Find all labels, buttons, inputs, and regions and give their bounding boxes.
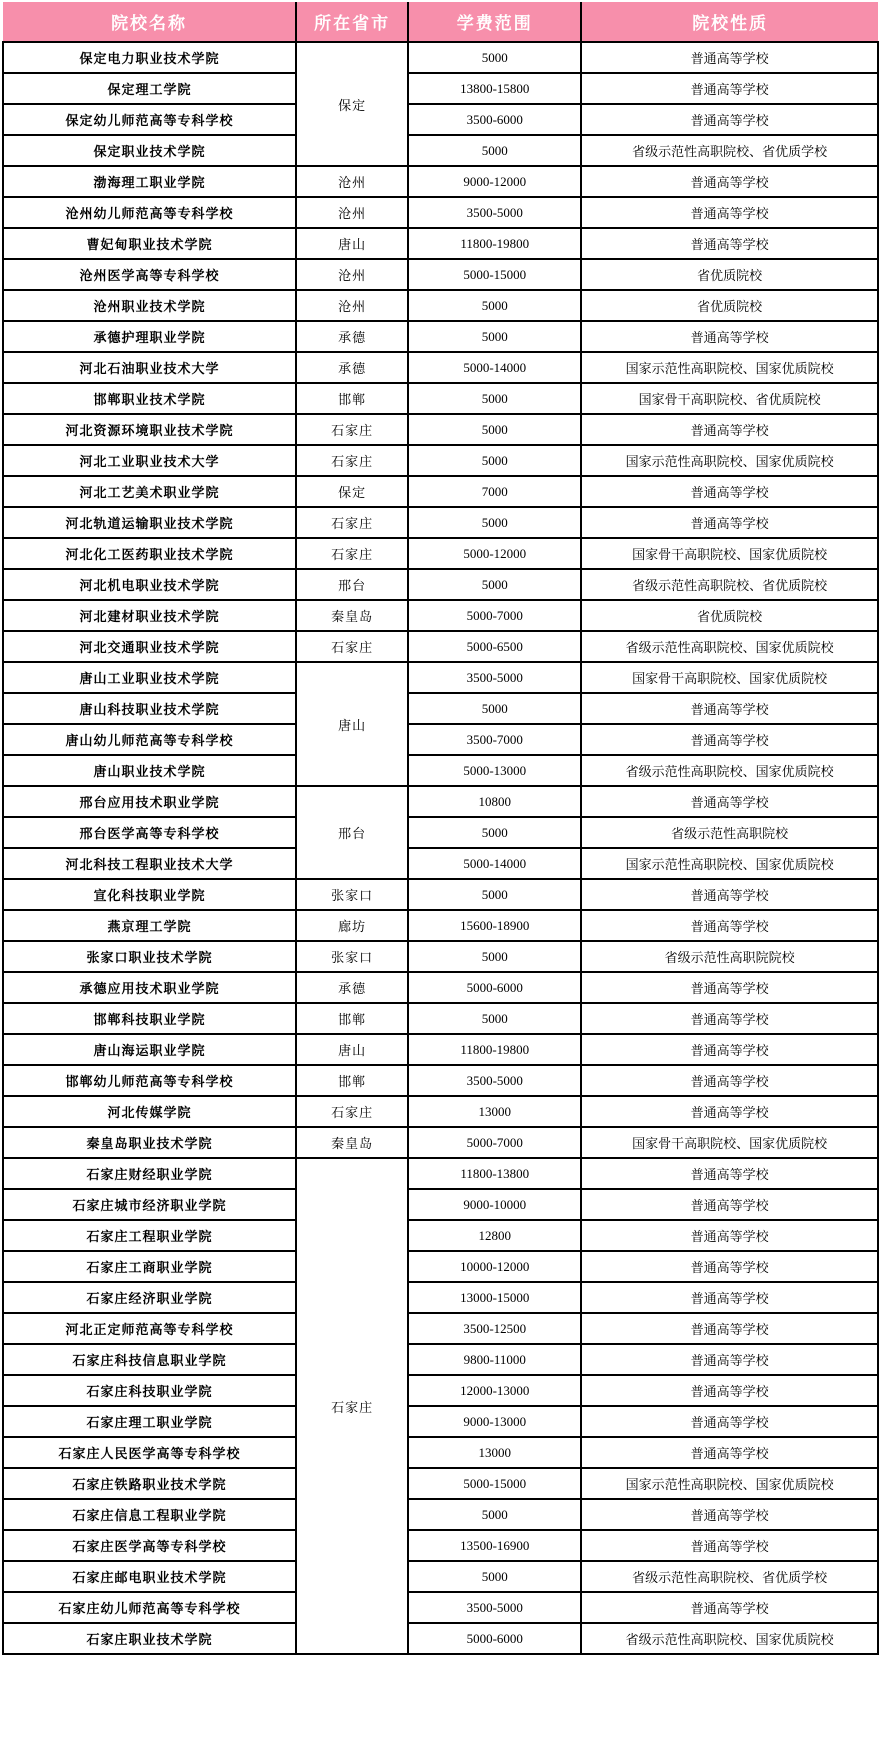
fee-range-cell: 12000-13000 — [408, 1375, 581, 1406]
fee-range-cell: 11800-13800 — [408, 1158, 581, 1189]
fee-range-cell: 9800-11000 — [408, 1344, 581, 1375]
table-row — [3, 197, 878, 228]
nature-cell: 普通高等学校 — [581, 414, 878, 445]
table-row — [3, 476, 878, 507]
fee-range-cell: 5000-14000 — [408, 352, 581, 383]
fee-range-cell: 5000-14000 — [408, 848, 581, 879]
fee-range-cell: 3500-5000 — [408, 197, 581, 228]
table-row — [3, 1530, 878, 1561]
college-name-cell: 石家庄科技职业学院 — [3, 1375, 296, 1406]
table-row — [3, 817, 878, 848]
college-name-cell: 石家庄铁路职业技术学院 — [3, 1468, 296, 1499]
table-row — [3, 1282, 878, 1313]
nature-cell: 省优质院校 — [581, 290, 878, 321]
table-row — [3, 879, 878, 910]
fee-range-cell: 5000 — [408, 941, 581, 972]
table-row — [3, 352, 878, 383]
nature-cell: 国家示范性高职院校、国家优质院校 — [581, 1468, 878, 1499]
nature-cell: 省级示范性高职院校、省优质院校 — [581, 569, 878, 600]
college-name-cell: 燕京理工学院 — [3, 910, 296, 941]
nature-cell: 普通高等学校 — [581, 1406, 878, 1437]
nature-cell: 普通高等学校 — [581, 42, 878, 73]
nature-cell: 国家骨干高职院校、国家优质院校 — [581, 1127, 878, 1158]
college-name-cell: 邯郸科技职业学院 — [3, 1003, 296, 1034]
city-cell: 保定 — [296, 42, 408, 166]
table-row — [3, 910, 878, 941]
fee-range-cell: 5000-15000 — [408, 259, 581, 290]
fee-range-cell: 15600-18900 — [408, 910, 581, 941]
table-row — [3, 786, 878, 817]
table-row — [3, 538, 878, 569]
table-row — [3, 1437, 878, 1468]
college-name-cell: 河北机电职业技术学院 — [3, 569, 296, 600]
college-name-cell: 河北科技工程职业技术大学 — [3, 848, 296, 879]
nature-cell: 普通高等学校 — [581, 1313, 878, 1344]
college-name-cell: 河北资源环境职业技术学院 — [3, 414, 296, 445]
nature-cell: 普通高等学校 — [581, 1437, 878, 1468]
college-name-cell: 渤海理工职业学院 — [3, 166, 296, 197]
nature-cell: 省级示范性高职院院校 — [581, 941, 878, 972]
table-row — [3, 1127, 878, 1158]
college-name-cell: 石家庄工商职业学院 — [3, 1251, 296, 1282]
header-row — [3, 2, 878, 42]
nature-cell: 普通高等学校 — [581, 1003, 878, 1034]
college-name-cell: 石家庄城市经济职业学院 — [3, 1189, 296, 1220]
college-name-cell: 保定职业技术学院 — [3, 135, 296, 166]
fee-range-cell: 7000 — [408, 476, 581, 507]
college-name-cell: 河北石油职业技术大学 — [3, 352, 296, 383]
college-name-cell: 邢台医学高等专科学校 — [3, 817, 296, 848]
fee-range-cell: 5000 — [408, 507, 581, 538]
table-row — [3, 972, 878, 1003]
nature-cell: 普通高等学校 — [581, 1220, 878, 1251]
table-row — [3, 1592, 878, 1623]
city-cell: 沧州 — [296, 166, 408, 197]
nature-cell: 国家示范性高职院校、国家优质院校 — [581, 848, 878, 879]
fee-range-cell: 5000-15000 — [408, 1468, 581, 1499]
city-cell: 承德 — [296, 972, 408, 1003]
city-cell: 石家庄 — [296, 631, 408, 662]
college-name-cell: 石家庄财经职业学院 — [3, 1158, 296, 1189]
nature-cell: 普通高等学校 — [581, 507, 878, 538]
nature-cell: 普通高等学校 — [581, 476, 878, 507]
nature-cell: 国家示范性高职院校、国家优质院校 — [581, 445, 878, 476]
nature-cell: 省级示范性高职院校、省优质学校 — [581, 1561, 878, 1592]
table-row — [3, 1313, 878, 1344]
city-cell: 邯郸 — [296, 1065, 408, 1096]
college-name-cell: 河北轨道运输职业技术学院 — [3, 507, 296, 538]
fee-range-cell: 5000-12000 — [408, 538, 581, 569]
city-cell: 唐山 — [296, 662, 408, 786]
nature-cell: 普通高等学校 — [581, 73, 878, 104]
table-row — [3, 662, 878, 693]
table-row — [3, 321, 878, 352]
table-row — [3, 104, 878, 135]
table-body — [3, 42, 878, 1654]
city-cell: 石家庄 — [296, 445, 408, 476]
college-name-cell: 邢台应用技术职业学院 — [3, 786, 296, 817]
table-row — [3, 569, 878, 600]
college-name-cell: 沧州医学高等专科学校 — [3, 259, 296, 290]
city-cell: 石家庄 — [296, 414, 408, 445]
nature-cell: 普通高等学校 — [581, 724, 878, 755]
table-row — [3, 1375, 878, 1406]
table-row — [3, 135, 878, 166]
fee-range-cell: 11800-19800 — [408, 228, 581, 259]
fee-range-cell: 5000 — [408, 817, 581, 848]
college-name-cell: 石家庄人民医学高等专科学校 — [3, 1437, 296, 1468]
fee-range-cell: 11800-19800 — [408, 1034, 581, 1065]
table-row — [3, 42, 878, 73]
fee-range-cell: 5000 — [408, 290, 581, 321]
fee-range-cell: 13800-15800 — [408, 73, 581, 104]
nature-cell: 普通高等学校 — [581, 1282, 878, 1313]
college-name-cell: 河北工艺美术职业学院 — [3, 476, 296, 507]
table-row — [3, 1065, 878, 1096]
table-row — [3, 383, 878, 414]
fee-range-cell: 5000 — [408, 383, 581, 414]
table-row — [3, 631, 878, 662]
nature-cell: 普通高等学校 — [581, 972, 878, 1003]
college-name-cell: 保定电力职业技术学院 — [3, 42, 296, 73]
college-name-cell: 曹妃甸职业技术学院 — [3, 228, 296, 259]
table-row — [3, 228, 878, 259]
city-cell: 秦皇岛 — [296, 1127, 408, 1158]
nature-cell: 普通高等学校 — [581, 786, 878, 817]
column-header-nature: 院校性质 — [581, 2, 878, 42]
table-row — [3, 1251, 878, 1282]
table-row — [3, 600, 878, 631]
college-name-cell: 河北化工医药职业技术学院 — [3, 538, 296, 569]
fee-range-cell: 9000-13000 — [408, 1406, 581, 1437]
city-cell: 沧州 — [296, 290, 408, 321]
fee-range-cell: 5000 — [408, 414, 581, 445]
fee-range-cell: 13000-15000 — [408, 1282, 581, 1313]
table-header — [3, 2, 878, 42]
table-row — [3, 445, 878, 476]
college-name-cell: 承德应用技术职业学院 — [3, 972, 296, 1003]
nature-cell: 普通高等学校 — [581, 228, 878, 259]
nature-cell: 普通高等学校 — [581, 104, 878, 135]
column-header-college-name: 院校名称 — [3, 2, 296, 42]
column-header-fee-range: 学费范围 — [408, 2, 581, 42]
college-tuition-table — [2, 2, 879, 1655]
college-name-cell: 石家庄科技信息职业学院 — [3, 1344, 296, 1375]
table-row — [3, 1158, 878, 1189]
fee-range-cell: 5000 — [408, 42, 581, 73]
fee-range-cell: 13000 — [408, 1437, 581, 1468]
nature-cell: 省级示范性高职院校、国家优质院校 — [581, 1623, 878, 1654]
nature-cell: 省优质院校 — [581, 259, 878, 290]
college-name-cell: 河北传媒学院 — [3, 1096, 296, 1127]
fee-range-cell: 13500-16900 — [408, 1530, 581, 1561]
city-cell: 唐山 — [296, 228, 408, 259]
table-row — [3, 166, 878, 197]
college-name-cell: 石家庄幼儿师范高等专科学校 — [3, 1592, 296, 1623]
table-row — [3, 1623, 878, 1654]
city-cell: 沧州 — [296, 259, 408, 290]
table-row — [3, 1344, 878, 1375]
fee-range-cell: 5000 — [408, 879, 581, 910]
fee-range-cell: 5000-13000 — [408, 755, 581, 786]
nature-cell: 普通高等学校 — [581, 1530, 878, 1561]
fee-range-cell: 3500-5000 — [408, 1592, 581, 1623]
college-name-cell: 邯郸职业技术学院 — [3, 383, 296, 414]
nature-cell: 普通高等学校 — [581, 1499, 878, 1530]
college-name-cell: 邯郸幼儿师范高等专科学校 — [3, 1065, 296, 1096]
college-name-cell: 承德护理职业学院 — [3, 321, 296, 352]
table-row — [3, 507, 878, 538]
table-row — [3, 259, 878, 290]
fee-range-cell: 5000 — [408, 445, 581, 476]
college-name-cell: 保定理工学院 — [3, 73, 296, 104]
college-name-cell: 张家口职业技术学院 — [3, 941, 296, 972]
college-name-cell: 沧州幼儿师范高等专科学校 — [3, 197, 296, 228]
college-name-cell: 沧州职业技术学院 — [3, 290, 296, 321]
table-row — [3, 724, 878, 755]
fee-range-cell: 5000-6000 — [408, 972, 581, 1003]
nature-cell: 普通高等学校 — [581, 879, 878, 910]
nature-cell: 省级示范性高职院校、国家优质院校 — [581, 755, 878, 786]
table-row — [3, 1406, 878, 1437]
fee-range-cell: 5000 — [408, 135, 581, 166]
college-name-cell: 石家庄工程职业学院 — [3, 1220, 296, 1251]
fee-range-cell: 3500-5000 — [408, 662, 581, 693]
college-name-cell: 唐山幼儿师范高等专科学校 — [3, 724, 296, 755]
fee-range-cell: 5000 — [408, 569, 581, 600]
college-name-cell: 宣化科技职业学院 — [3, 879, 296, 910]
nature-cell: 普通高等学校 — [581, 1344, 878, 1375]
fee-range-cell: 5000 — [408, 693, 581, 724]
city-cell: 邯郸 — [296, 383, 408, 414]
city-cell: 沧州 — [296, 197, 408, 228]
nature-cell: 国家示范性高职院校、国家优质院校 — [581, 352, 878, 383]
nature-cell: 普通高等学校 — [581, 693, 878, 724]
nature-cell: 普通高等学校 — [581, 1096, 878, 1127]
fee-range-cell: 3500-5000 — [408, 1065, 581, 1096]
nature-cell: 省优质院校 — [581, 600, 878, 631]
city-cell: 邢台 — [296, 786, 408, 879]
nature-cell: 普通高等学校 — [581, 1065, 878, 1096]
college-name-cell: 唐山职业技术学院 — [3, 755, 296, 786]
college-name-cell: 石家庄职业技术学院 — [3, 1623, 296, 1654]
table-row — [3, 941, 878, 972]
fee-range-cell: 3500-12500 — [408, 1313, 581, 1344]
city-cell: 承德 — [296, 352, 408, 383]
table-row — [3, 1561, 878, 1592]
fee-range-cell: 5000 — [408, 1003, 581, 1034]
city-cell: 邢台 — [296, 569, 408, 600]
fee-range-cell: 3500-6000 — [408, 104, 581, 135]
college-name-cell: 唐山工业职业技术学院 — [3, 662, 296, 693]
fee-range-cell: 5000-7000 — [408, 600, 581, 631]
city-cell: 承德 — [296, 321, 408, 352]
city-cell: 保定 — [296, 476, 408, 507]
college-name-cell: 河北正定师范高等专科学校 — [3, 1313, 296, 1344]
college-name-cell: 河北交通职业技术学院 — [3, 631, 296, 662]
table-row — [3, 73, 878, 104]
college-name-cell: 石家庄医学高等专科学校 — [3, 1530, 296, 1561]
college-name-cell: 保定幼儿师范高等专科学校 — [3, 104, 296, 135]
fee-range-cell: 5000-7000 — [408, 1127, 581, 1158]
column-header-city: 所在省市 — [296, 2, 408, 42]
fee-range-cell: 12800 — [408, 1220, 581, 1251]
city-cell: 张家口 — [296, 941, 408, 972]
city-cell: 石家庄 — [296, 1096, 408, 1127]
nature-cell: 普通高等学校 — [581, 166, 878, 197]
table-row — [3, 1096, 878, 1127]
table-row — [3, 1220, 878, 1251]
nature-cell: 普通高等学校 — [581, 1034, 878, 1065]
fee-range-cell: 5000 — [408, 1499, 581, 1530]
nature-cell: 省级示范性高职院校、国家优质院校 — [581, 631, 878, 662]
nature-cell: 普通高等学校 — [581, 1592, 878, 1623]
nature-cell: 国家骨干高职院校、国家优质院校 — [581, 662, 878, 693]
table-row — [3, 693, 878, 724]
table-row — [3, 1189, 878, 1220]
college-name-cell: 石家庄邮电职业技术学院 — [3, 1561, 296, 1592]
college-name-cell: 河北建材职业技术学院 — [3, 600, 296, 631]
fee-range-cell: 9000-10000 — [408, 1189, 581, 1220]
nature-cell: 普通高等学校 — [581, 1189, 878, 1220]
nature-cell: 省级示范性高职院校、省优质学校 — [581, 135, 878, 166]
fee-range-cell: 5000 — [408, 1561, 581, 1592]
city-cell: 石家庄 — [296, 507, 408, 538]
table-row — [3, 414, 878, 445]
table-row — [3, 1468, 878, 1499]
nature-cell: 国家骨干高职院校、省优质院校 — [581, 383, 878, 414]
table-row — [3, 1034, 878, 1065]
college-name-cell: 石家庄经济职业学院 — [3, 1282, 296, 1313]
fee-range-cell: 9000-12000 — [408, 166, 581, 197]
fee-range-cell: 5000 — [408, 321, 581, 352]
city-cell: 石家庄 — [296, 538, 408, 569]
fee-range-cell: 10800 — [408, 786, 581, 817]
nature-cell: 国家骨干高职院校、国家优质院校 — [581, 538, 878, 569]
table-row — [3, 1499, 878, 1530]
nature-cell: 普通高等学校 — [581, 1158, 878, 1189]
city-cell: 石家庄 — [296, 1158, 408, 1654]
fee-range-cell: 13000 — [408, 1096, 581, 1127]
college-name-cell: 石家庄信息工程职业学院 — [3, 1499, 296, 1530]
nature-cell: 普通高等学校 — [581, 197, 878, 228]
nature-cell: 普通高等学校 — [581, 321, 878, 352]
table-row — [3, 755, 878, 786]
college-name-cell: 秦皇岛职业技术学院 — [3, 1127, 296, 1158]
college-name-cell: 石家庄理工职业学院 — [3, 1406, 296, 1437]
city-cell: 秦皇岛 — [296, 600, 408, 631]
nature-cell: 普通高等学校 — [581, 910, 878, 941]
table-row — [3, 290, 878, 321]
fee-range-cell: 3500-7000 — [408, 724, 581, 755]
nature-cell: 省级示范性高职院校 — [581, 817, 878, 848]
fee-range-cell: 5000-6500 — [408, 631, 581, 662]
fee-range-cell: 5000-6000 — [408, 1623, 581, 1654]
nature-cell: 普通高等学校 — [581, 1375, 878, 1406]
city-cell: 张家口 — [296, 879, 408, 910]
city-cell: 唐山 — [296, 1034, 408, 1065]
college-name-cell: 唐山海运职业学院 — [3, 1034, 296, 1065]
city-cell: 邯郸 — [296, 1003, 408, 1034]
college-name-cell: 唐山科技职业技术学院 — [3, 693, 296, 724]
table-row — [3, 1003, 878, 1034]
fee-range-cell: 10000-12000 — [408, 1251, 581, 1282]
nature-cell: 普通高等学校 — [581, 1251, 878, 1282]
college-name-cell: 河北工业职业技术大学 — [3, 445, 296, 476]
table-row — [3, 848, 878, 879]
city-cell: 廊坊 — [296, 910, 408, 941]
